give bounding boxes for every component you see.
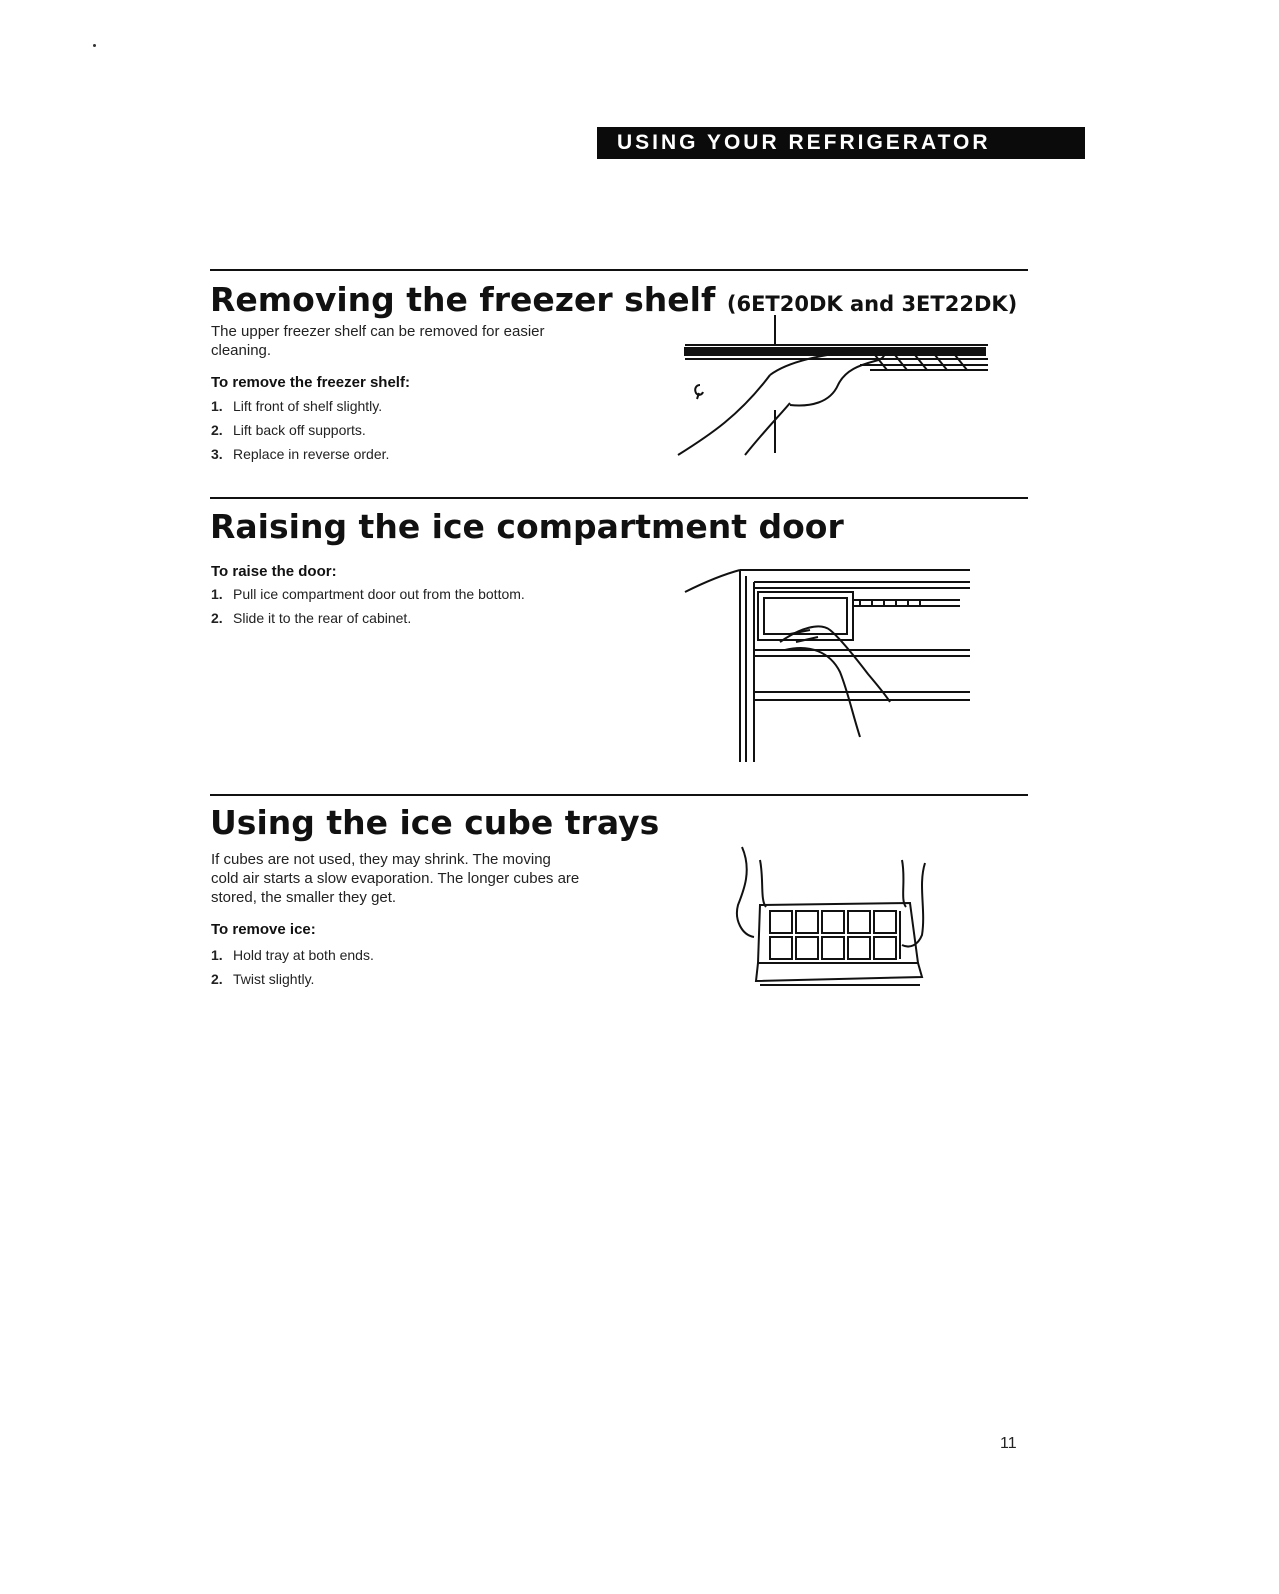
section-title-ice-door: Raising the ice compartment door <box>210 507 844 546</box>
ice-door-steps <box>211 585 551 633</box>
stray-mark <box>93 44 96 47</box>
list-item: 2. Twist slightly. <box>211 971 315 987</box>
ice-compartment-illustration <box>680 562 980 772</box>
section-rule <box>210 269 1028 271</box>
section-title-freezer-shelf: Removing the freezer shelf (6ET20DK and 3ET22DK) <box>210 280 1018 319</box>
list-item: 2. Lift back off supports. <box>211 422 366 438</box>
list-item: 1. Pull ice compartment door out from the bottom. <box>211 586 525 602</box>
ice-door-steps-label: To raise the door: <box>211 563 337 580</box>
ice-trays-steps <box>211 946 561 994</box>
section-rule <box>210 794 1028 796</box>
freezer-shelf-steps <box>211 397 561 469</box>
section-title-ice-trays: Using the ice cube trays <box>210 803 660 842</box>
model-numbers: (6ET20DK and 3ET22DK) <box>726 292 1018 316</box>
section-banner: USING YOUR REFRIGERATOR <box>597 127 1085 159</box>
list-item: 2. Slide it to the rear of cabinet. <box>211 610 412 626</box>
list-item: 1. Lift front of shelf slightly. <box>211 398 383 414</box>
freezer-shelf-illustration <box>670 315 1000 465</box>
page-number: 11 <box>1000 1435 1017 1452</box>
section-rule <box>210 497 1028 499</box>
ice-trays-steps-label: To remove ice: <box>211 921 316 938</box>
list-item: 1. Hold tray at both ends. <box>211 947 374 963</box>
ice-tray-illustration <box>730 845 940 990</box>
ice-trays-intro: If cubes are not used, they may shrink. The moving cold air starts a slow evaporation. The longer cubes are stored, the smaller they get. <box>211 851 580 906</box>
freezer-shelf-steps-label: To remove the freezer shelf: <box>211 374 410 391</box>
list-item: 3. Replace in reverse order. <box>211 446 390 462</box>
freezer-shelf-intro: The upper freezer shelf can be removed for easier cleaning. <box>211 323 545 359</box>
